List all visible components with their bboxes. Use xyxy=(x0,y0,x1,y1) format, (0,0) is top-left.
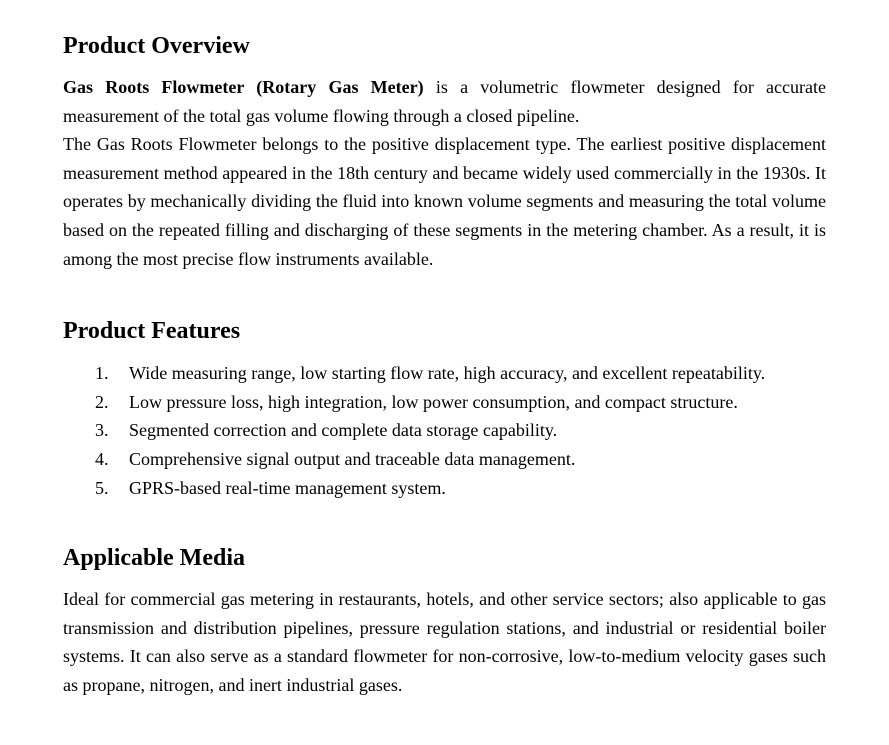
document-page xyxy=(63,0,826,700)
feature-text: GPRS-based real-time management system. xyxy=(129,477,446,498)
heading-product-overview: Product Overview xyxy=(63,33,250,59)
media-body-paragraph: Ideal for commercial gas metering in restaurants, hotels, and other service sectors; also applicable to gas transmission and distribution pipelines, pressure regulation stations, and industrial or residential boiler systems. It can also serve as a standard flowmeter for non-corrosive, low-to-medium velocity gases such as propane, nitrogen, and inert industrial gases. xyxy=(63,589,826,695)
feature-item xyxy=(63,474,826,503)
feature-number: 1. xyxy=(95,363,109,384)
product-name-bold: Gas Roots Flowmeter (Rotary Gas Meter) xyxy=(63,77,424,97)
feature-number: 2. xyxy=(95,391,109,412)
feature-text: Comprehensive signal output and traceable data management. xyxy=(129,448,576,469)
feature-text: Low pressure loss, high integration, low power consumption, and compact structure. xyxy=(129,391,738,412)
feature-item xyxy=(63,359,826,388)
overview-body-paragraph: The Gas Roots Flowmeter belongs to the positive displacement type. The earliest positive displacement measurement method appeared in the 18th century and became widely used commercially in the 1930s. It operates by mechanically dividing the fluid into known volume segments and measuring the total volume based on the repeated filling and discharging of these segments in the metering chamber. As a result, it is among the most precise flow instruments available. xyxy=(63,134,826,269)
feature-number: 3. xyxy=(95,420,109,441)
overview-lead-paragraph xyxy=(63,73,826,130)
feature-text: Wide measuring range, low starting flow rate, high accuracy, and excellent repeatability. xyxy=(129,363,766,384)
feature-item xyxy=(63,416,826,445)
feature-item xyxy=(63,445,826,474)
features-list xyxy=(63,359,826,502)
overview-lead-rest: is a volumetric flowmeter designed for accurate measurement of the total gas volume flowing through a closed pipeline. xyxy=(63,77,826,126)
feature-number: 4. xyxy=(95,448,109,469)
feature-item xyxy=(63,388,826,417)
feature-text: Segmented correction and complete data storage capability. xyxy=(129,420,558,441)
feature-number: 5. xyxy=(95,477,109,498)
heading-product-features: Product Features xyxy=(63,318,241,345)
heading-applicable-media: Applicable Media xyxy=(63,545,246,572)
